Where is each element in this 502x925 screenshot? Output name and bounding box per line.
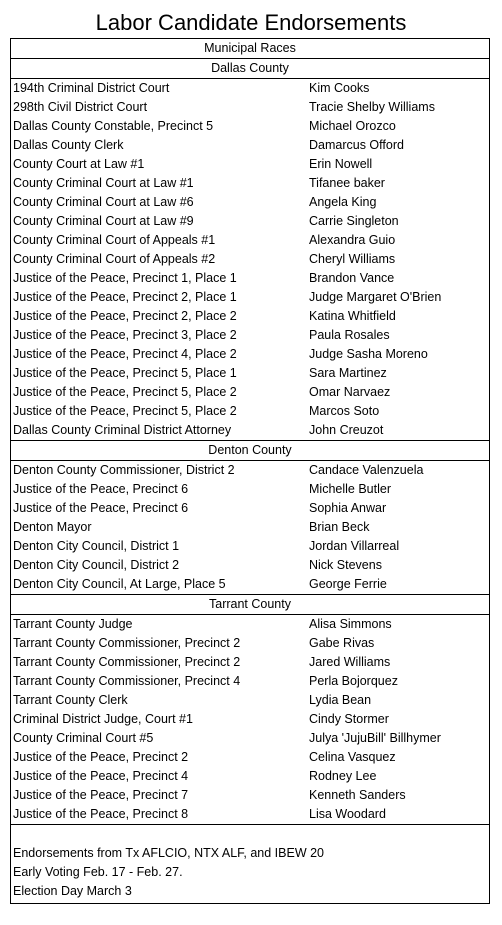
table-row: [11, 575, 489, 594]
office-cell: Justice of the Peace, Precinct 4: [13, 769, 189, 783]
office-cell: Denton Mayor: [13, 520, 92, 534]
table-row: [11, 364, 489, 383]
office-cell: Tarrant County Clerk: [13, 693, 128, 707]
table-row: [11, 556, 489, 575]
candidate-cell: Nick Stevens: [309, 558, 382, 572]
office-cell: Justice of the Peace, Precinct 1, Place 1: [13, 271, 237, 285]
candidate-cell: Carrie Singleton: [309, 214, 399, 228]
office-cell: Dallas County Criminal District Attorney: [13, 423, 232, 437]
table-row: [11, 537, 489, 556]
office-cell: Tarrant County Commissioner, Precinct 2: [13, 636, 241, 650]
candidate-cell: Michelle Butler: [309, 482, 391, 496]
candidate-cell: Paula Rosales: [309, 328, 390, 342]
table-row: [11, 653, 489, 672]
table-row: [11, 805, 489, 824]
table-row: [11, 383, 489, 402]
table-row: [11, 518, 489, 537]
table-row: [11, 710, 489, 729]
footer-line-endorsers: Endorsements from Tx AFLCIO, NTX ALF, and IBEW 20: [13, 846, 324, 860]
table-row: [11, 499, 489, 518]
table-row: [11, 212, 489, 231]
candidate-cell: Kenneth Sanders: [309, 788, 406, 802]
office-cell: Dallas County Constable, Precinct 5: [13, 119, 214, 133]
office-cell: Justice of the Peace, Precinct 6: [13, 482, 189, 496]
table-row: [11, 155, 489, 174]
table-row: [11, 480, 489, 499]
table-row: [11, 174, 489, 193]
candidate-cell: Erin Nowell: [309, 157, 373, 171]
candidate-cell: Lisa Woodard: [309, 807, 386, 821]
office-cell: Justice of the Peace, Precinct 2, Place 2: [13, 309, 237, 323]
candidate-cell: Judge Sasha Moreno: [309, 347, 428, 361]
table-row: [11, 786, 489, 805]
footer-line-election-day: Election Day March 3: [13, 884, 132, 898]
office-cell: Dallas County Clerk: [13, 138, 124, 152]
office-cell: Justice of the Peace, Precinct 4, Place 2: [13, 347, 237, 361]
footer-notes: [11, 824, 489, 903]
table-row: [11, 748, 489, 767]
table-row: [11, 98, 489, 117]
candidate-cell: Brian Beck: [309, 520, 370, 534]
candidate-cell: Tracie Shelby Williams: [309, 100, 435, 114]
office-cell: County Criminal Court #5: [13, 731, 154, 745]
office-cell: County Criminal Court of Appeals #1: [13, 233, 216, 247]
candidate-cell: Judge Margaret O'Brien: [309, 290, 442, 304]
candidate-cell: Damarcus Offord: [309, 138, 404, 152]
table-row: [11, 729, 489, 748]
office-cell: Justice of the Peace, Precinct 2, Place 1: [13, 290, 237, 304]
candidate-cell: Angela King: [309, 195, 377, 209]
table-row: [11, 634, 489, 653]
candidate-cell: Candace Valenzuela: [309, 463, 424, 477]
office-cell: Denton City Council, District 1: [13, 539, 180, 553]
office-cell: Justice of the Peace, Precinct 5, Place 2: [13, 385, 237, 399]
candidate-cell: Cindy Stormer: [309, 712, 389, 726]
table-row: [11, 269, 489, 288]
table-row: [11, 117, 489, 136]
candidate-cell: John Creuzot: [309, 423, 384, 437]
section-header: Tarrant County: [11, 594, 489, 615]
office-cell: Tarrant County Commissioner, Precinct 2: [13, 655, 241, 669]
table-row: [11, 79, 489, 98]
office-cell: County Court at Law #1: [13, 157, 145, 171]
office-cell: Justice of the Peace, Precinct 6: [13, 501, 189, 515]
office-cell: Justice of the Peace, Precinct 2: [13, 750, 189, 764]
table-row: [11, 307, 489, 326]
table-row: [11, 250, 489, 269]
office-cell: Criminal District Judge, Court #1: [13, 712, 193, 726]
candidate-cell: Perla Bojorquez: [309, 674, 398, 688]
office-cell: County Criminal Court at Law #1: [13, 176, 194, 190]
candidate-cell: Celina Vasquez: [309, 750, 396, 764]
candidate-cell: Gabe Rivas: [309, 636, 375, 650]
office-cell: Tarrant County Commissioner, Precinct 4: [13, 674, 241, 688]
office-cell: Justice of the Peace, Precinct 5, Place 1: [13, 366, 237, 380]
candidate-cell: Alexandra Guio: [309, 233, 396, 247]
office-cell: County Criminal Court at Law #9: [13, 214, 194, 228]
office-cell: Tarrant County Judge: [13, 617, 133, 631]
candidate-cell: Lydia Bean: [309, 693, 372, 707]
candidate-cell: Jared Williams: [309, 655, 391, 669]
candidate-cell: Omar Narvaez: [309, 385, 391, 399]
candidate-cell: Michael Orozco: [309, 119, 396, 133]
endorsement-table: [10, 38, 490, 904]
office-cell: 194th Criminal District Court: [13, 81, 170, 95]
table-row: [11, 345, 489, 364]
section-header: Dallas County: [11, 59, 489, 79]
table-row: [11, 615, 489, 634]
candidate-cell: Brandon Vance: [309, 271, 395, 285]
office-cell: Denton City Council, District 2: [13, 558, 180, 572]
office-cell: 298th Civil District Court: [13, 100, 148, 114]
candidate-cell: Jordan Villarreal: [309, 539, 400, 553]
candidate-cell: Julya 'JujuBill' Billhymer: [309, 731, 441, 745]
sections-container: [11, 59, 489, 824]
office-cell: Justice of the Peace, Precinct 7: [13, 788, 189, 802]
table-row: [11, 326, 489, 345]
table-row: [11, 402, 489, 421]
table-row: [11, 767, 489, 786]
table-row: [11, 461, 489, 480]
candidate-cell: Kim Cooks: [309, 81, 370, 95]
office-cell: County Criminal Court of Appeals #2: [13, 252, 216, 266]
page-title: Labor Candidate Endorsements: [95, 10, 407, 35]
candidate-cell: Cheryl Williams: [309, 252, 396, 266]
office-cell: Denton County Commissioner, District 2: [13, 463, 235, 477]
candidate-cell: Katina Whitfield: [309, 309, 396, 323]
footer-line-early-voting: Early Voting Feb. 17 - Feb. 27.: [13, 865, 183, 879]
table-row: [11, 672, 489, 691]
candidate-cell: Marcos Soto: [309, 404, 380, 418]
table-subtitle: Municipal Races: [11, 39, 489, 59]
office-cell: Justice of the Peace, Precinct 3, Place 2: [13, 328, 237, 342]
table-row: [11, 288, 489, 307]
table-row: [11, 691, 489, 710]
table-row: [11, 421, 489, 440]
candidate-cell: Alisa Simmons: [309, 617, 392, 631]
office-cell: County Criminal Court at Law #6: [13, 195, 194, 209]
candidate-cell: Sara Martinez: [309, 366, 387, 380]
table-row: [11, 136, 489, 155]
table-row: [11, 231, 489, 250]
candidate-cell: George Ferrie: [309, 577, 387, 591]
office-cell: Justice of the Peace, Precinct 8: [13, 807, 189, 821]
section-header: Denton County: [11, 440, 489, 461]
candidate-cell: Rodney Lee: [309, 769, 377, 783]
candidate-cell: Tifanee baker: [309, 176, 385, 190]
candidate-cell: Sophia Anwar: [309, 501, 387, 515]
table-row: [11, 193, 489, 212]
office-cell: Justice of the Peace, Precinct 5, Place 2: [13, 404, 237, 418]
office-cell: Denton City Council, At Large, Place 5: [13, 577, 226, 591]
